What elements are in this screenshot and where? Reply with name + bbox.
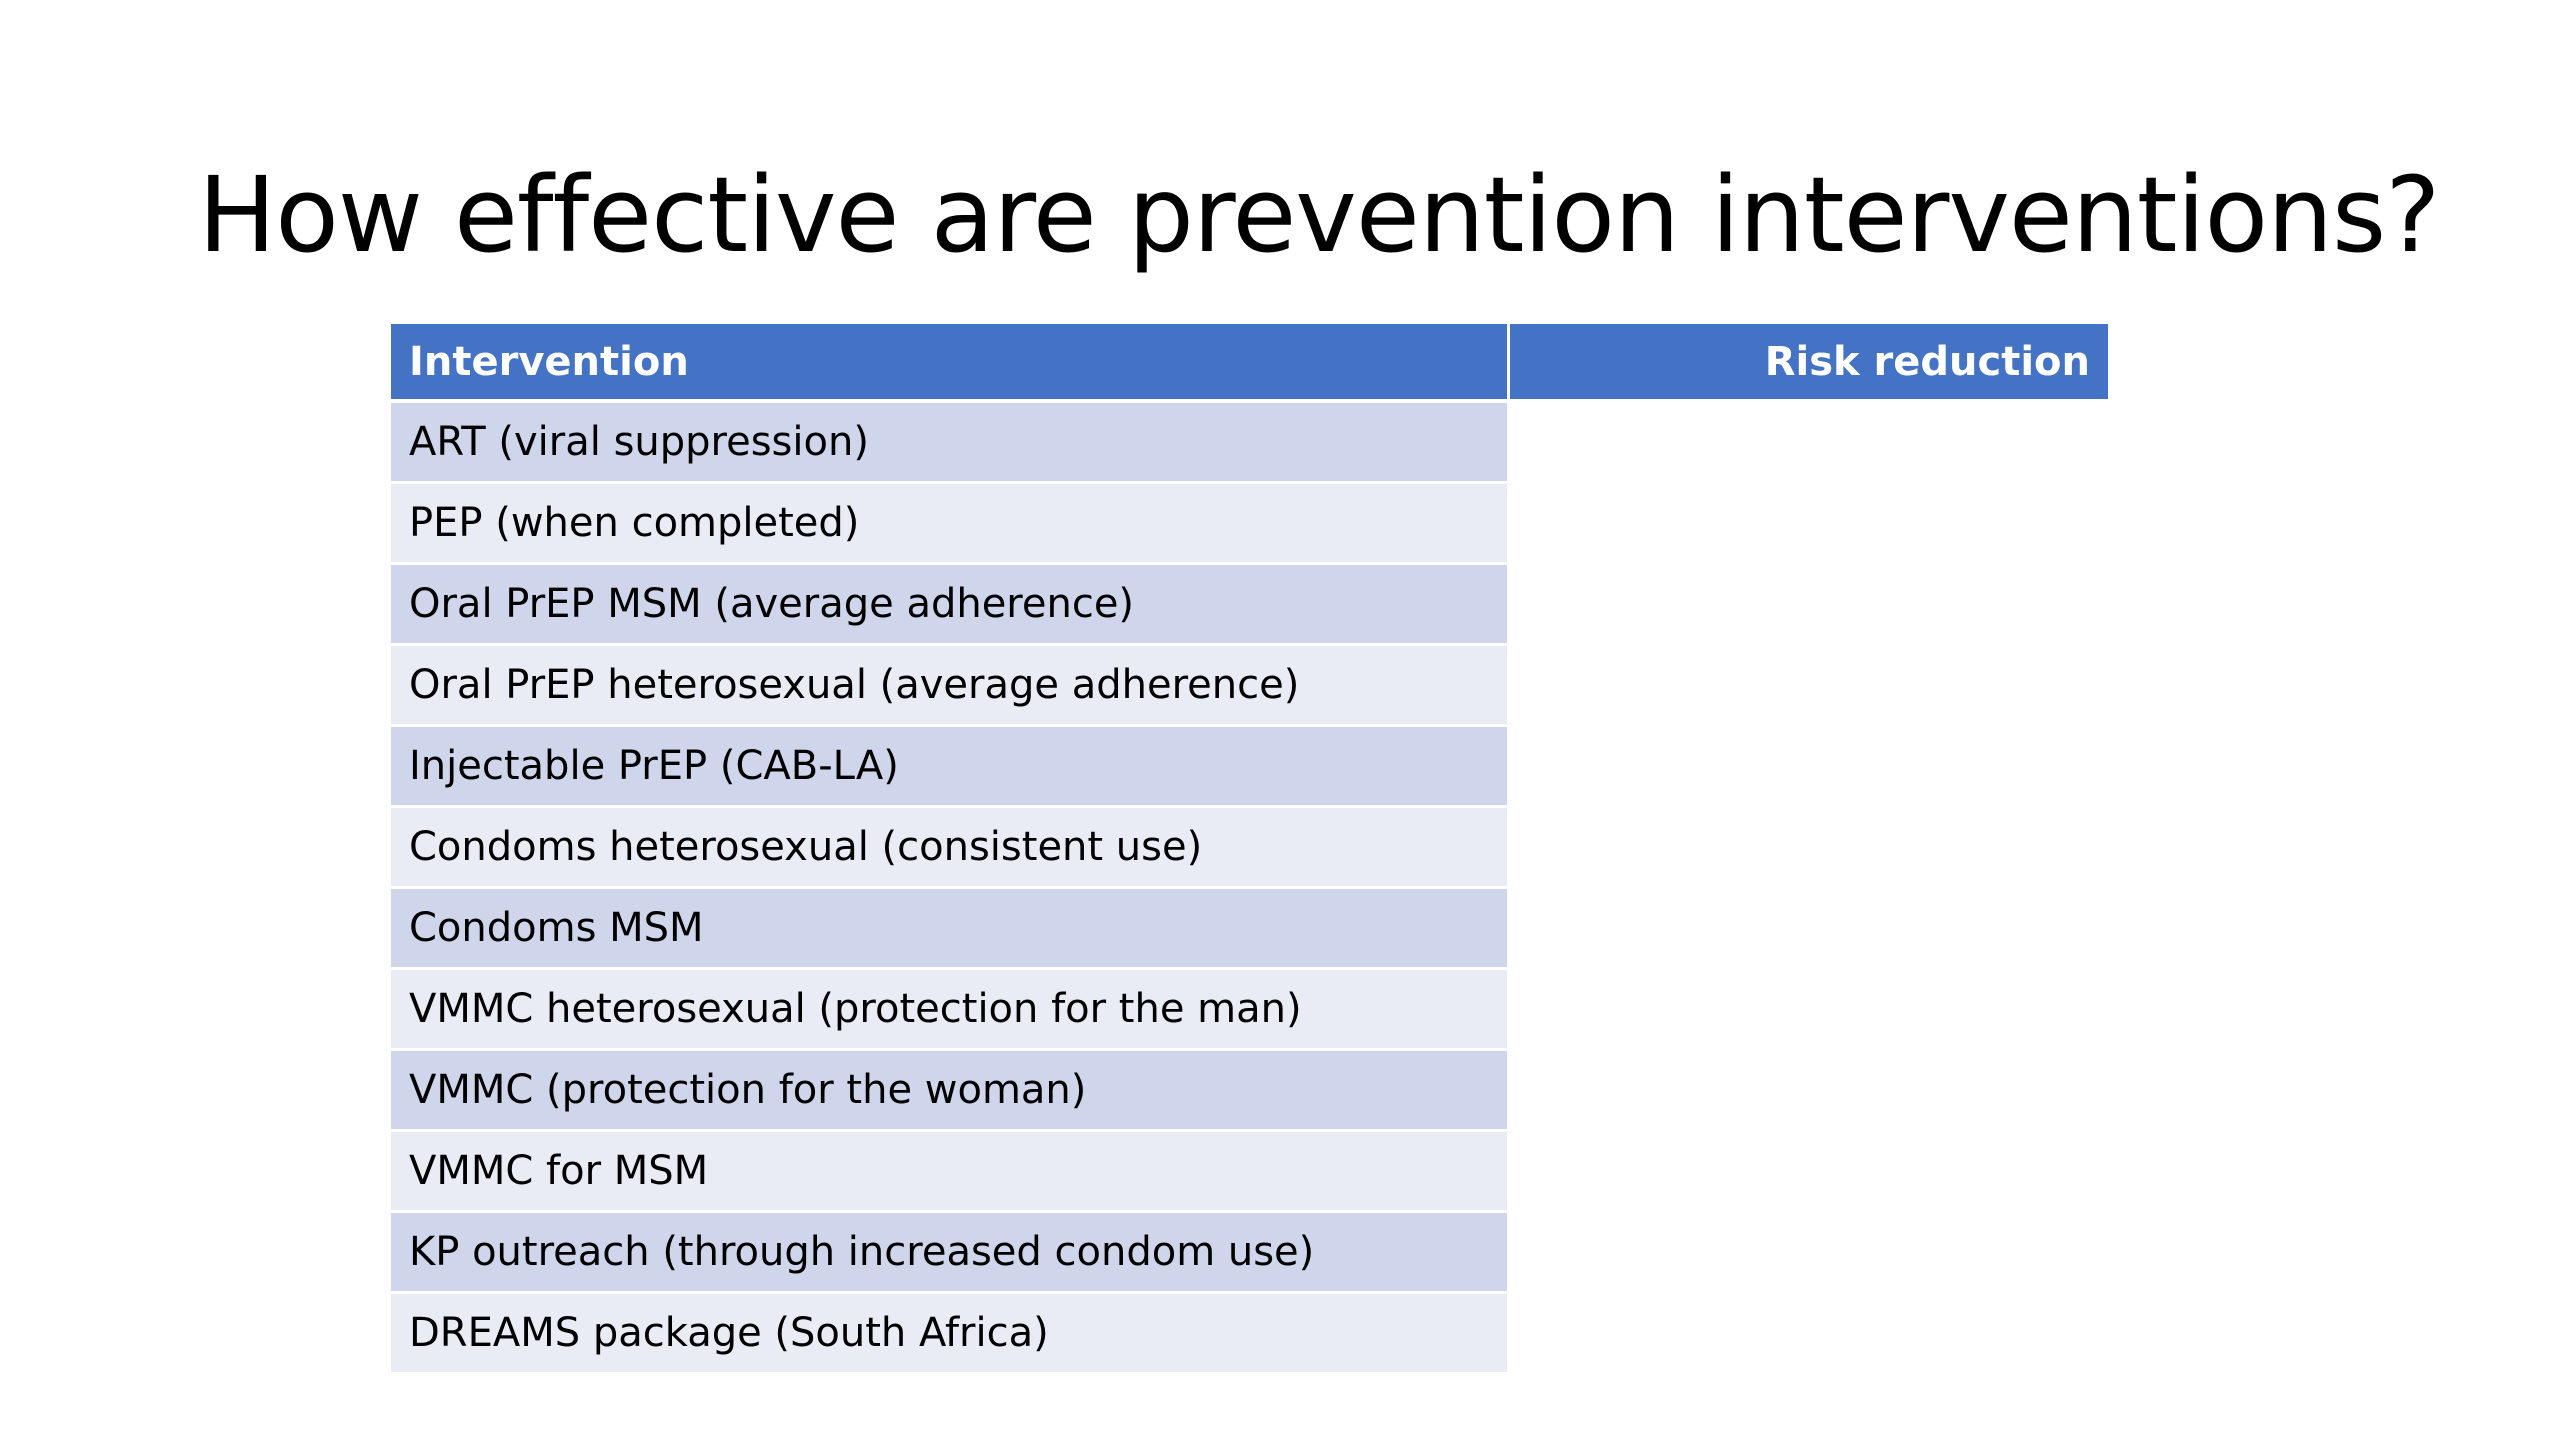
table-row [391, 401, 2108, 482]
intervention-column-header: Intervention [391, 324, 1508, 401]
table-row [391, 806, 2108, 887]
risk-reduction-cell [1508, 806, 2108, 887]
intervention-cell: Oral PrEP heterosexual (average adherence) [391, 644, 1508, 725]
risk-reduction-cell [1508, 644, 2108, 725]
intervention-cell: VMMC (protection for the woman) [391, 1049, 1508, 1130]
risk-reduction-column-header: Risk reduction [1508, 324, 2108, 401]
intervention-cell: Condoms heterosexual (consistent use) [391, 806, 1508, 887]
intervention-cell: VMMC for MSM [391, 1130, 1508, 1211]
table-row [391, 1292, 2108, 1373]
intervention-cell: DREAMS package (South Africa) [391, 1292, 1508, 1373]
risk-reduction-cell [1508, 482, 2108, 563]
table-header-row [391, 324, 2108, 401]
intervention-cell: Injectable PrEP (CAB-LA) [391, 725, 1508, 806]
intervention-cell: Oral PrEP MSM (average adherence) [391, 563, 1508, 644]
risk-reduction-cell [1508, 1130, 2108, 1211]
risk-reduction-cell [1508, 1211, 2108, 1292]
intervention-cell: Condoms MSM [391, 887, 1508, 968]
risk-reduction-cell [1508, 1292, 2108, 1373]
risk-reduction-cell [1508, 401, 2108, 482]
intervention-cell: KP outreach (through increased condom use) [391, 1211, 1508, 1292]
table-row [391, 644, 2108, 725]
risk-reduction-cell [1508, 968, 2108, 1049]
intervention-cell: ART (viral suppression) [391, 401, 1508, 482]
intervention-cell: PEP (when completed) [391, 482, 1508, 563]
intervention-cell: VMMC heterosexual (protection for the man) [391, 968, 1508, 1049]
risk-reduction-cell [1508, 563, 2108, 644]
risk-reduction-cell [1508, 725, 2108, 806]
table-row [391, 725, 2108, 806]
table-row [391, 1049, 2108, 1130]
table-row [391, 968, 2108, 1049]
table-row [391, 1211, 2108, 1292]
slide-title: How effective are prevention interventions? [198, 154, 2440, 276]
interventions-table [391, 324, 2108, 1375]
table-row [391, 1130, 2108, 1211]
risk-reduction-cell [1508, 1049, 2108, 1130]
table-row [391, 482, 2108, 563]
table-row [391, 563, 2108, 644]
risk-reduction-cell [1508, 887, 2108, 968]
table-row [391, 887, 2108, 968]
